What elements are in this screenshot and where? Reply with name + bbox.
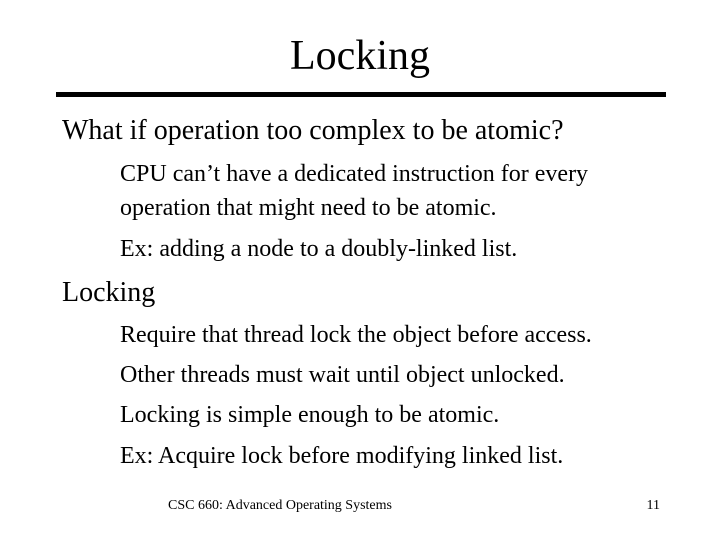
footer-course: CSC 660: Advanced Operating Systems xyxy=(168,498,392,513)
bullet-2: Locking xyxy=(62,277,156,308)
bullet-1-sub-2: Ex: adding a node to a doubly-linked list. xyxy=(120,236,518,262)
bullet-2-sub-1: Require that thread lock the object before access. xyxy=(120,322,592,348)
bullet-2-sub-4: Ex: Acquire lock before modifying linked list. xyxy=(120,443,564,469)
bullet-2-sub-3: Locking is simple enough to be atomic. xyxy=(120,402,500,428)
bullet-2-sub-2: Other threads must wait until object unlocked. xyxy=(120,362,565,388)
bullet-1: What if operation too complex to be atomic? xyxy=(62,115,564,146)
bullet-1-sub-1: CPU can’t have a dedicated instruction for every operation that might need to be atomic. xyxy=(120,161,589,221)
slide-title: Locking xyxy=(290,33,430,79)
page-number: 11 xyxy=(646,498,660,513)
